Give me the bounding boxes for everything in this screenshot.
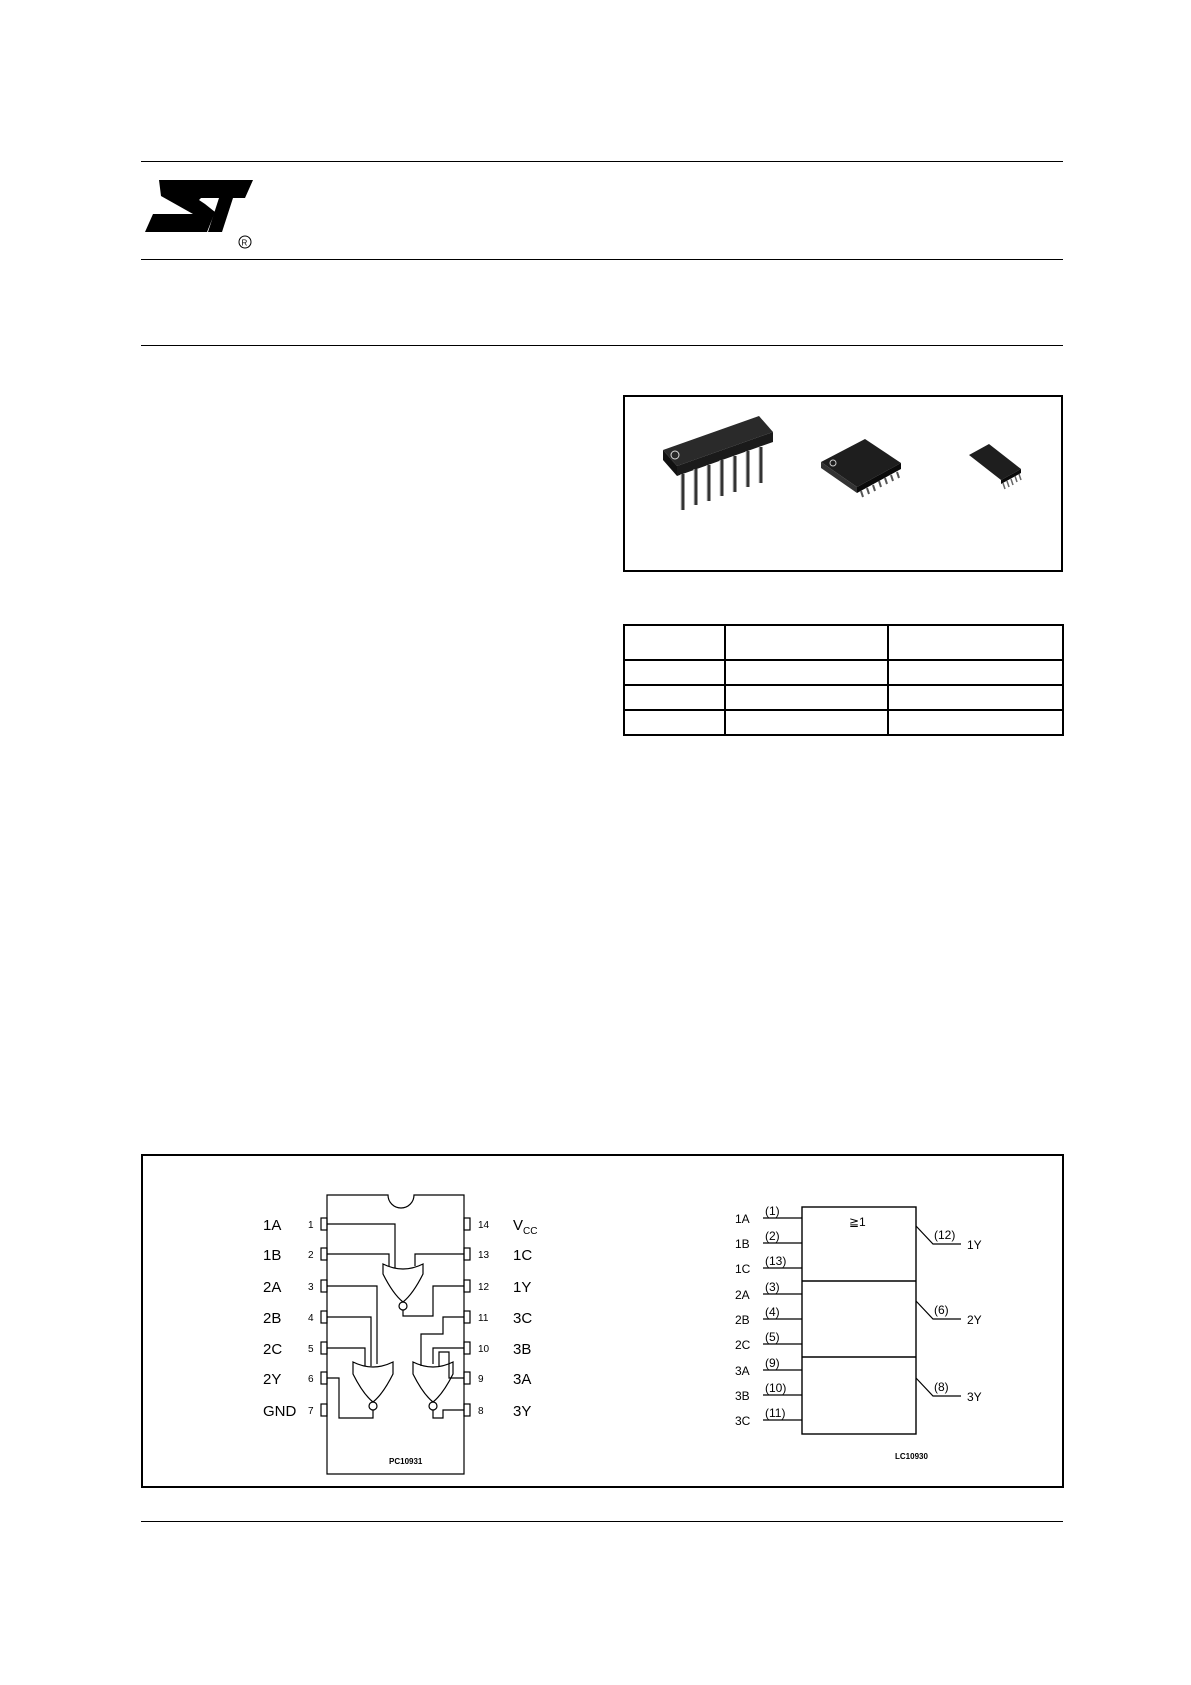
input-label: 1A (735, 1212, 750, 1226)
pin-tab (321, 1404, 327, 1416)
top-rule (141, 161, 1063, 162)
pin-label: 2C (263, 1341, 283, 1358)
input-pin-number: (5) (765, 1330, 780, 1344)
svg-text:R: R (241, 238, 248, 248)
pin-number: 9 (478, 1374, 484, 1385)
pin-label: 2B (263, 1310, 282, 1327)
pin-label: 3A (513, 1371, 532, 1388)
pin-label: 1Y (513, 1279, 532, 1296)
pin-tab (464, 1311, 470, 1323)
pin-number: 8 (478, 1406, 484, 1417)
logic-symbol-code: LC10930 (895, 1452, 928, 1461)
input-label: 2C (735, 1338, 751, 1352)
table-row (624, 660, 1063, 685)
pin-number: 2 (308, 1250, 314, 1261)
pin-label: 1A (263, 1217, 282, 1234)
pin-tab (464, 1248, 470, 1260)
pin-tab (464, 1280, 470, 1292)
output-label: 2Y (967, 1313, 982, 1327)
input-pin-number: (10) (765, 1381, 787, 1395)
pin-tab (321, 1342, 327, 1354)
header-rule (141, 259, 1063, 260)
pin-and-iec-diagram (141, 1154, 1064, 1488)
title-rule (141, 345, 1063, 346)
output-label: 3Y (967, 1390, 982, 1404)
dip-package-image (663, 416, 773, 510)
pin-number: 5 (308, 1344, 314, 1355)
pin-label: 2Y (263, 1371, 282, 1388)
pin-number: 14 (478, 1220, 490, 1231)
output-label: 1Y (967, 1238, 982, 1252)
pin-label: 3C (513, 1310, 533, 1327)
pin-number: 6 (308, 1374, 314, 1385)
pin-tab (321, 1372, 327, 1384)
footer-rule (141, 1521, 1063, 1522)
pin-tab (321, 1311, 327, 1323)
logic-function-label: ≧1 (849, 1215, 866, 1229)
connection-diagram-code: PC10931 (389, 1457, 423, 1466)
pin-number: 4 (308, 1313, 314, 1324)
order-codes-table (623, 624, 1064, 736)
pin-tab (464, 1372, 470, 1384)
input-label: 3B (735, 1389, 750, 1403)
iec-logic-symbol (802, 1207, 916, 1434)
input-pin-number: (3) (765, 1280, 780, 1294)
pin-number: 10 (478, 1344, 490, 1355)
pin-number: 11 (478, 1313, 489, 1324)
pin-tab (321, 1248, 327, 1260)
table-header-row (624, 625, 1063, 660)
pin-label: 1C (513, 1247, 533, 1264)
pin-label: 1B (263, 1247, 282, 1264)
pin-number: 12 (478, 1282, 490, 1293)
tssop-package-image (969, 444, 1021, 489)
input-pin-number: (11) (765, 1406, 786, 1420)
pin-tab (464, 1218, 470, 1230)
pin-label: $V_{CC}$ (513, 1217, 538, 1237)
table-row (624, 710, 1063, 735)
pin-number: 7 (308, 1406, 314, 1417)
output-pin-number: (12) (934, 1228, 956, 1242)
output-pin-number: (6) (934, 1303, 949, 1317)
input-label: 1B (735, 1237, 750, 1251)
pin-label: 3B (513, 1341, 532, 1358)
pin-number: 3 (308, 1282, 314, 1293)
so-package-image (821, 439, 901, 497)
input-pin-number: (2) (765, 1229, 780, 1243)
connection-diagram (321, 1195, 470, 1474)
input-pin-number: (1) (765, 1204, 780, 1218)
pin-label: GND (263, 1403, 297, 1420)
st-logo (141, 172, 261, 252)
pin-number: 1 (308, 1220, 314, 1231)
package-images (623, 395, 1063, 572)
input-label: 2A (735, 1288, 750, 1302)
input-label: 3C (735, 1414, 751, 1428)
pin-label: 3Y (513, 1403, 532, 1420)
pin-tab (464, 1342, 470, 1354)
input-pin-number: (13) (765, 1254, 787, 1268)
input-label: 2B (735, 1313, 750, 1327)
table-row (624, 685, 1063, 710)
pin-tab (321, 1218, 327, 1230)
pin-label: 2A (263, 1279, 282, 1296)
pin-tab (321, 1280, 327, 1292)
pin-number: 13 (478, 1250, 490, 1261)
output-pin-number: (8) (934, 1380, 949, 1394)
input-label: 1C (735, 1262, 751, 1276)
pin-tab (464, 1404, 470, 1416)
input-label: 3A (735, 1364, 750, 1378)
input-pin-number: (4) (765, 1305, 780, 1319)
input-pin-number: (9) (765, 1356, 780, 1370)
